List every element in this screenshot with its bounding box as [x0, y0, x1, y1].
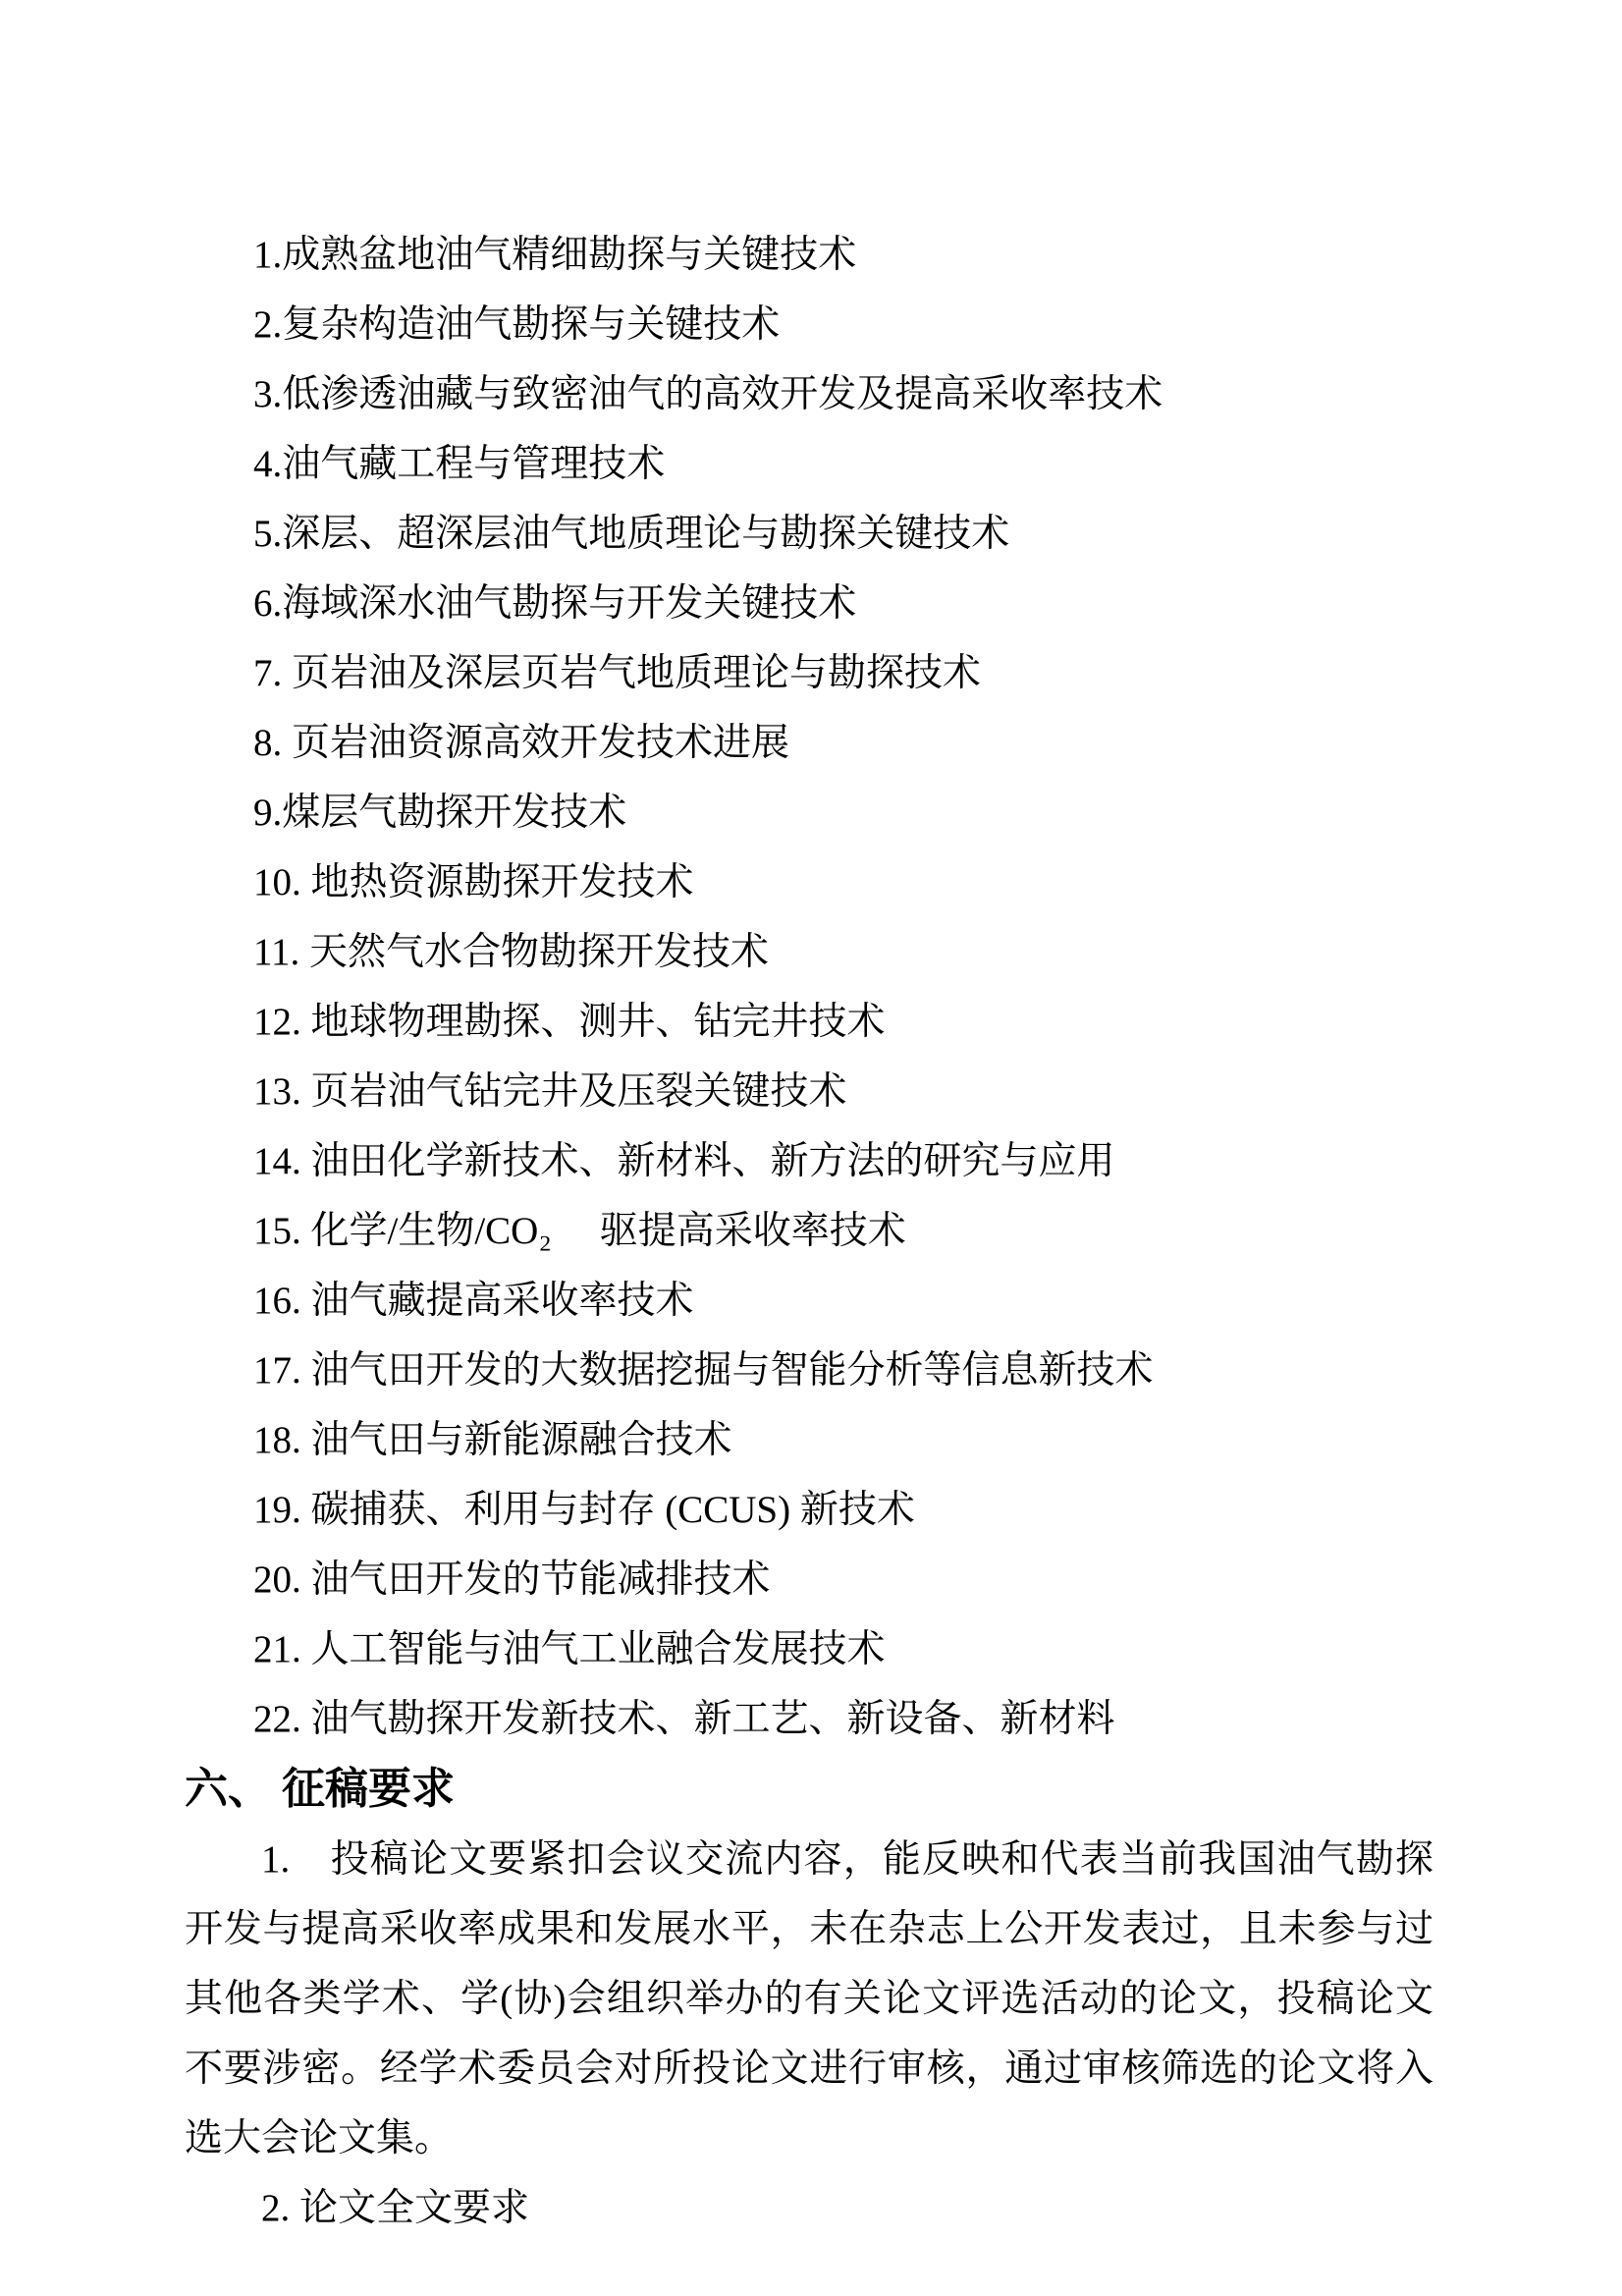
topic-item: 20. 油气田开发的节能减排技术: [253, 1558, 771, 1601]
topic-item: 19. 碳捕获、利用与封存 (CCUS) 新技术: [253, 1489, 915, 1531]
topic-item: 14. 油田化学新技术、新材料、新方法的研究与应用: [253, 1140, 1115, 1182]
topic-item: 15. 化学/生物/CO₂ 驱提高采收率技术: [253, 1210, 906, 1252]
topic-item: 22. 油气勘探开发新技术、新工艺、新设备、新材料: [253, 1698, 1115, 1740]
topic-item: 18. 油气田与新能源融合技术: [253, 1419, 732, 1461]
requirements-paragraph: 1. 投稿论文要紧扣会议交流内容，能反映和代表当前我国油气勘探开发与提高采收率成果和发展水平，未在杂志上公开发表过，且未参与过其他各类学术、学(协)会组织举办的有关论文评选活动的论文，投稿论文不要涉密。经学术委员会对所投论文进行审核，通过审核筛选的论文将入选大会论文集。: [185, 1838, 1433, 2159]
topic-item: 5.深层、超深层油气地质理论与勘探关键技术: [253, 513, 1010, 555]
topic-item: 2.复杂构造油气勘探与关键技术: [253, 303, 781, 346]
requirements-item-2: 2. 论文全文要求: [261, 2187, 530, 2229]
topic-item: 10. 地热资源勘探开发技术: [253, 861, 694, 903]
topic-item: 11. 天然气水合物勘探开发技术: [253, 931, 770, 973]
topic-item: 7. 页岩油及深层页岩气地质理论与勘探技术: [253, 652, 982, 694]
topic-item: 1.成熟盆地油气精细勘探与关键技术: [253, 234, 857, 276]
topic-item: 17. 油气田开发的大数据挖掘与智能分析等信息新技术: [253, 1349, 1154, 1392]
topic-item: 4.油气藏工程与管理技术: [253, 443, 666, 485]
section-heading: 六、 征稿要求: [185, 1765, 455, 1813]
topic-item: 13. 页岩油气钻完井及压裂关键技术: [253, 1070, 847, 1113]
topic-item: 6.海域深水油气勘探与开发关键技术: [253, 582, 857, 625]
topic-item: 12. 地球物理勘探、测井、钻完井技术: [253, 1001, 886, 1043]
topic-item: 9.煤层气勘探开发技术: [253, 792, 627, 834]
document-content: [185, 220, 1433, 2243]
topic-item: 21. 人工智能与油气工业融合发展技术: [253, 1628, 886, 1670]
topics-list: [185, 220, 1433, 1754]
topic-item: 3.低渗透油藏与致密油气的高效开发及提高采收率技术: [253, 373, 1163, 415]
topic-item: 16. 油气藏提高采收率技术: [253, 1280, 694, 1322]
topic-item: 8. 页岩油资源高效开发技术进展: [253, 722, 790, 764]
